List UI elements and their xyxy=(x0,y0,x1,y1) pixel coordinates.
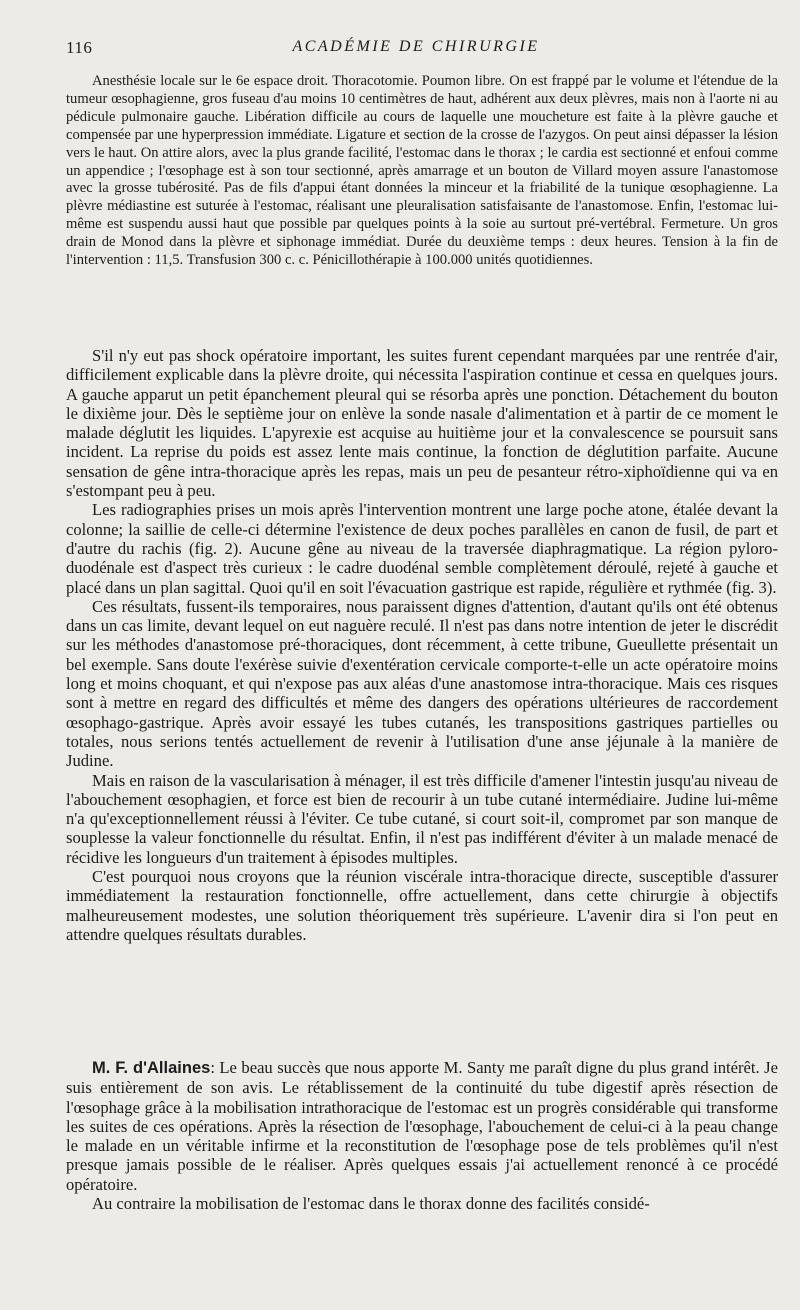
operative-note: Anesthésie locale sur le 6e espace droit. Thoracotomie. Poumon libre. On est frappé par le volume et l'étendue de la tumeur œsophagienne, gros fuseau d'au moins 10 centimètres de haut, adhérent aux deux plèvres, mais non à l'aorte ni au pédicule pulmonaire gauche. Libération difficile au cours de laquelle une moucheture est faite à la plèvre gauche et compensée par une hyperpression immédiate. Ligature et section de la crosse de l'azygos. On peut ainsi dépasser la lésion vers le haut. On attire alors, avec la plus grande facilité, l'estomac dans le thorax ; le cardia est sectionné et enfoui comme un appendice ; l'œsophage est à son tour sectionné, après amarrage et un bouton de Villard moyen assure l'anastomose avec la grosse tubérosité. Pas de fils d'appui étant données la minceur et la friabilité de la tunique œsophagienne. La plèvre médiastine est suturée à l'estomac, réalisant une pleuralisation satisfaisante de l'anastomose. Enfin, l'estomac lui-même est suspendu aussi haut que possible par quelques points à la soie au surtout pré-vertébral. Fermeture. Un gros drain de Monod dans la plèvre et siphonage immédiat. Durée du deuxième temps : deux heures. Tension à la fin de l'intervention : 11,5. Transfusion 300 c. c. Pénicillothérapie à 100.000 unités quotidiennes. xyxy=(66,73,778,269)
discussion-text: : Le beau succès que nous apporte M. Santy me paraît digne du plus grand intérêt. Je suis entièrement de son avis. Le rétablissement de la continuité du tube digestif après résection de l'œsophage grâce à la mobilisation intrathoracique de l'estomac est un progrès considérable qui transforme les suites de ces opérations. Après la résection de l'œsophage, l'abouchement de celui-ci à la peau change le malade en un véritable infirme et la reconstitution de l'œsophage pose de tels problèmes qu'il n'est presque jamais possible de le réaliser. Après quelques essais j'ai actuellement renoncé à ce procédé opératoire. xyxy=(66,1058,778,1194)
discussion-section xyxy=(66,1058,778,1213)
paragraph: Les radiographies prises un mois après l'intervention montrent une large poche atone, étalée devant la colonne; la saillie de celle-ci détermine l'existence de deux poches parallèles en canon de fusil, de part et d'autre du rachis (fig. 2). Aucune gêne au niveau de la traversée diaphragmatique. La région pyloro-duodénale est d'aspect très curieux : le cadre duodénal semble complètement déroulé, rejeté à gauche et placé dans un plan sagittal. Quoi qu'il en soit l'évacuation gastrique est rapide, régulière et rythmée (fig. 3). xyxy=(66,500,778,597)
main-text xyxy=(66,346,778,944)
paragraph: S'il n'y eut pas shock opératoire important, les suites furent cependant marquées par une rentrée d'air, difficilement explicable dans la plèvre droite, qui nécessita l'aspiration continue et cessa en quelques jours. A gauche apparut un petit épanchement pleural qui se résorba après une ponction. Détachement du bouton le dixième jour. Dès le septième jour on enlève la sonde nasale d'alimentation et à partir de ce moment le malade déglutit les liquides. L'apyrexie est acquise au huitième jour et la convalescence se poursuit sans incident. La reprise du poids est assez lente mais continue, la fonction de déglutition parfaite. Aucune sensation de gêne intra-thoracique après les repas, mais un peu de pesanteur rétro-xiphoïdienne qui va en s'estompant peu à peu. xyxy=(66,346,778,501)
page-header xyxy=(66,38,766,60)
paragraph: Ces résultats, fussent-ils temporaires, nous paraissent dignes d'attention, d'autant qu'ils ont été obtenus dans un cas limite, devant lequel on eut naguère reculé. Il n'est pas dans notre intention de jeter le discrédit sur les méthodes d'anastomose pré-thoraciques, dont récemment, à cette tribune, Gueullette présentait un bel exemple. Sans doute l'exérèse suivie d'exentération cervicale comporte-t-elle un acte opératoire moins long et moins choquant, et qui n'expose pas aux aléas d'une anastomose intra-thoracique. Mais ces risques sont à mettre en regard des difficultés et même des dangers des opérations ultérieures de raccordement œsophago-gastrique. Après avoir essayé les tubes cutanés, les transpositions gastriques partielles ou totales, nous serions tentés actuellement de revenir à l'utilisation d'une anse jéjunale à la manière de Judine. xyxy=(66,596,778,771)
discussion-paragraph xyxy=(66,1058,778,1194)
page-number: 116 xyxy=(66,38,93,57)
discussion-paragraph: Au contraire la mobilisation de l'estomac dans le thorax donne des facilités considé- xyxy=(92,1194,650,1214)
paragraph: Mais en raison de la vascularisation à ménager, il est très difficile d'amener l'intestin jusqu'au niveau de l'abouchement œsophagien, et force est bien de recourir à un tube cutané intermédiaire. Judine lui-même n'a qu'exceptionnellement réussi à l'éviter. Ce tube cutané, si court soit-il, compromet par son manque de souplesse la valeur fonctionnelle du résultat. Enfin, il n'est pas indifférent d'éviter à un malade menacé de récidive les longueurs d'un traitement à épisodes multiples. xyxy=(66,770,778,867)
speaker-name: M. F. d'Allaines xyxy=(92,1059,211,1077)
running-title: ACADÉMIE DE CHIRURGIE xyxy=(292,38,540,55)
paragraph: C'est pourquoi nous croyons que la réunion viscérale intra-thoracique directe, susceptible d'assurer immédiatement la restauration fonctionnelle, offre actuellement, dans cette chirurgie à objectifs malheureusement modestes, une solution théoriquement très supérieure. L'avenir dira si l'on peut en attendre quelques résultats durables. xyxy=(66,867,778,944)
